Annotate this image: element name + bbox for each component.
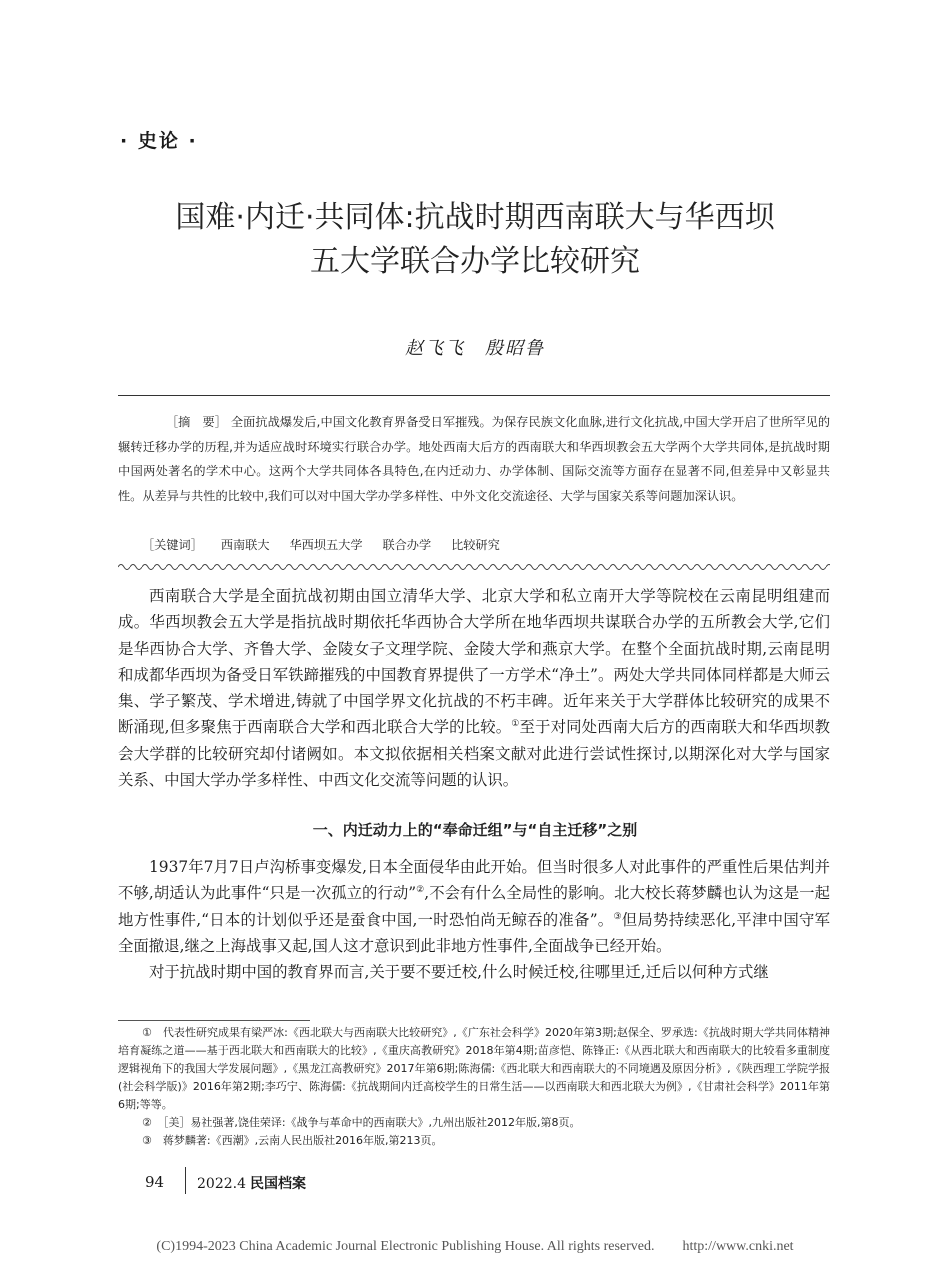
- section-tag: · 史论 ·: [120, 130, 198, 152]
- para2-text-1: 1937年7月7日卢沟桥事变爆发,日本全面侵华由此开始。但当时很多人对此事件的严重性后果估判并不够,胡适认为此事件“只是一次孤立的行动”: [118, 858, 830, 903]
- abstract-label: ［摘 要］: [166, 415, 227, 429]
- section-heading: 一、内迁动力上的“奉命迁组”与“自主迁移”之别: [312, 821, 638, 839]
- article-title-line-1: 国难·内迁·共同体:抗战时期西南联大与华西坝: [175, 200, 775, 235]
- journal-info: [197, 1173, 306, 1193]
- keywords: [142, 536, 516, 553]
- footnote-ref-1[interactable]: ①: [511, 719, 520, 730]
- para2-text-3: 但局势持续恶化,平津中国守军全面撤退,继之上海战事又起,国人这才意识到此非地方性事件,全面战争已经开始。: [118, 910, 830, 955]
- keyword: 西南联大: [220, 538, 270, 552]
- abstract-text: 全面抗战爆发后,中国文化教育界备受日军摧残。为保存民族文化血脉,进行文化抗战,中国大学开启了世所罕见的辗转迁移办学的历程,并为适应战时环境实行联合办学。地处西南大后方的西南联大和华西坝教会五大学两个大学共同体,是抗战时期中国两处著名的学术中心。这两个大学共同体各具特色,在内迁动力、办学体制、国际交流等方面存在显著不同,但差异中又彰显共性。从差异与共性的比较中,我们可以对中国大学办学多样性、中外文化交流途径、大学与国家关系等问题加深认识。: [118, 415, 831, 503]
- keyword: 联合办学: [382, 538, 432, 552]
- intro-paragraph: [118, 583, 830, 793]
- intro-text-2: 至于对同处西南大后方的西南联大和华西坝教会大学群的比较研究却付诸阙如。本文拟依据相关档案文献对此进行尝试性探讨,以期深化对大学与国家关系、中国大学办学多样性、中西文化交流等问题的认识。: [118, 718, 830, 790]
- keyword: 华西坝五大学: [289, 538, 363, 552]
- keywords-label: ［关键词］: [142, 538, 203, 552]
- para2-text-2: ,不会有什么全局性的影响。北大校长蒋梦麟也认为这是一起地方性事件,“日本的计划似乎还是蚕食中国,一时恐怕尚无鲸吞的准备”。: [118, 884, 830, 929]
- footnote-divider: [118, 1020, 310, 1021]
- issue-number: 2022.4: [197, 1176, 246, 1192]
- authors: 赵飞飞 殷昭鲁: [405, 338, 545, 359]
- title-divider: [118, 395, 830, 396]
- footnote-ref-3[interactable]: ③: [613, 911, 622, 922]
- footnotes: [118, 1024, 830, 1150]
- footnote-1: ① 代表性研究成果有梁严冰:《西北联大与西南联大比较研究》,《广东社会科学》2020年第3期;赵保全、罗承选:《抗战时期大学共同体精神培育凝练之道——基于西北联大和西南联大的比较》,《重庆高教研究》2018年第4期;苗彦恺、陈锋正:《从西北联大和西南联大的比较看多重制度逻辑视角下的我国大学发展问题》,《黑龙江高教研究》2017年第6期;陈海儒:《西北联大和西南联大的不同境遇及原因分析》,《陕西理工学院学报(社会科学版)》2016年第2期;李巧宁、陈海儒:《抗战期间内迁高校学生的日常生活——以西南联大和西北联大为例》,《甘肃社会科学》2011年第6期;等等。: [118, 1026, 830, 1111]
- footnote-3: ③ 蒋梦麟著:《西潮》,云南人民出版社2016年版,第213页。: [142, 1134, 443, 1147]
- para3-text: 对于抗战时期中国的教育界而言,关于要不要迁校,什么时候迁校,往哪里迁,迁后以何种方式继: [149, 963, 769, 982]
- intro-text-1: 西南联合大学是全面抗战初期由国立清华大学、北京大学和私立南开大学等院校在云南昆明组建而成。华西坝教会五大学是指抗战时期依托华西协合大学所在地华西坝共谋联合办学的五所教会大学,它们是华西协合大学、齐鲁大学、金陵女子文理学院、金陵大学和燕京大学。在整个全面抗战时期,云南昆明和成都华西坝为备受日军铁蹄摧残的中国教育界提供了一方学术“净土”。两处大学共同体同样都是大师云集、学子繁茂、学术增进,铸就了中国学界文化抗战的不朽丰碑。近年来关于大学群体比较研究的成果不断涌现,但多聚焦于西南联合大学和西北联合大学的比较。: [118, 587, 830, 737]
- page-number: 94: [145, 1173, 165, 1191]
- footnote-2: ② ［美］易社强著,饶佳荣译:《战争与革命中的西南联大》,九州出版社2012年版,第8页。: [142, 1116, 581, 1129]
- footer-separator: [185, 1167, 186, 1194]
- copyright-line: (C)1994-2023 China Academic Journal Electronic Publishing House. All rights reserved. http://www.cnki.net: [156, 1239, 794, 1254]
- footnote-ref-2[interactable]: ②: [416, 885, 425, 896]
- wave-divider: [118, 562, 830, 572]
- keyword: 比较研究: [451, 538, 500, 552]
- abstract: [118, 410, 830, 508]
- journal-name: 民国档案: [250, 1176, 306, 1192]
- article-title-line-2: 五大学联合办学比较研究: [310, 244, 640, 279]
- body-paragraphs: [118, 854, 830, 985]
